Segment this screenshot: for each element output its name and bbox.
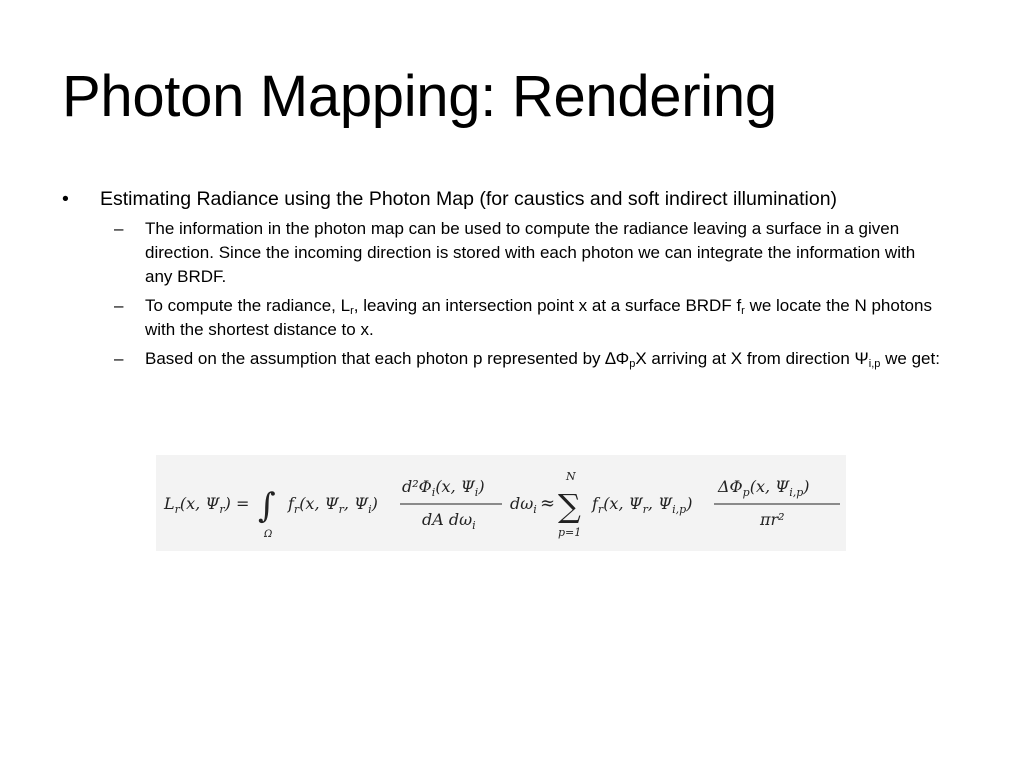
sub-bullet-2 xyxy=(100,294,942,342)
fraction-1-numerator: $d^2\Phi_i(x$, $\Psi_i$) xyxy=(402,477,485,499)
solid-angle-term: $d\omega_i$ xyxy=(510,494,537,516)
sub-bullet-list xyxy=(100,217,942,371)
sub-bullet-3 xyxy=(100,347,942,371)
dash-icon: – xyxy=(114,296,124,315)
sub-bullet-3-text: Based on the assumption that each photon p represented by $\Delta\Phi_pX$ arriving at X from direction $\Psi_{i,p}$ we get: xyxy=(145,349,940,370)
integral-domain: Ω xyxy=(264,529,273,540)
bullet-dot-icon: • xyxy=(62,188,69,210)
sub-bullet-1 xyxy=(100,217,942,289)
sub-bullet-1-text: The information in the photon map can be used to compute the radiance leaving a surface in a given direction. Since the incoming direction is stored with each photon we can integrate the information with any BRDF. xyxy=(145,219,916,286)
slide-title: Photon Mapping: Rendering xyxy=(62,64,777,129)
bullet-list xyxy=(62,186,942,376)
formula-lhs: $L_r(x$, $\Psi_r$) = xyxy=(164,494,250,516)
dash-icon: – xyxy=(114,219,124,238)
sum-lower-limit: p=1 xyxy=(558,526,582,539)
fraction-1-denominator: dA $d\omega_i$ xyxy=(422,510,476,532)
integral-sign: ∫ xyxy=(258,486,276,526)
main-bullet xyxy=(62,186,942,371)
sum-sign: ∑ xyxy=(558,487,581,525)
main-bullet-text: Estimating Radiance using the Photon Map (for caustics and soft indirect illumination) xyxy=(100,188,838,210)
radiance-formula xyxy=(156,455,846,551)
fraction-2-numerator: $\Delta\Phi_p(x$, $\Psi_{i,p}$) xyxy=(718,477,810,499)
dash-icon: – xyxy=(114,349,124,368)
sum-upper-limit: N xyxy=(566,470,576,483)
sub-bullet-2-text: To compute the radiance, $L_r$, leaving an intersection point x at a surface BRDF $f_r$ we locate the N photons with the shortest distance to x. xyxy=(145,296,932,339)
radiance-formula-image xyxy=(156,455,846,551)
brdf-term-1: $f_r(x$, $\Psi_r$, $\Psi_i$) xyxy=(288,494,378,516)
approx-sign: ≈ xyxy=(540,493,556,514)
fraction-2-denominator: πr² xyxy=(760,510,785,529)
brdf-term-2: $f_r(x$, $\Psi_r$, $\Psi_{i,p}$) xyxy=(592,494,693,516)
